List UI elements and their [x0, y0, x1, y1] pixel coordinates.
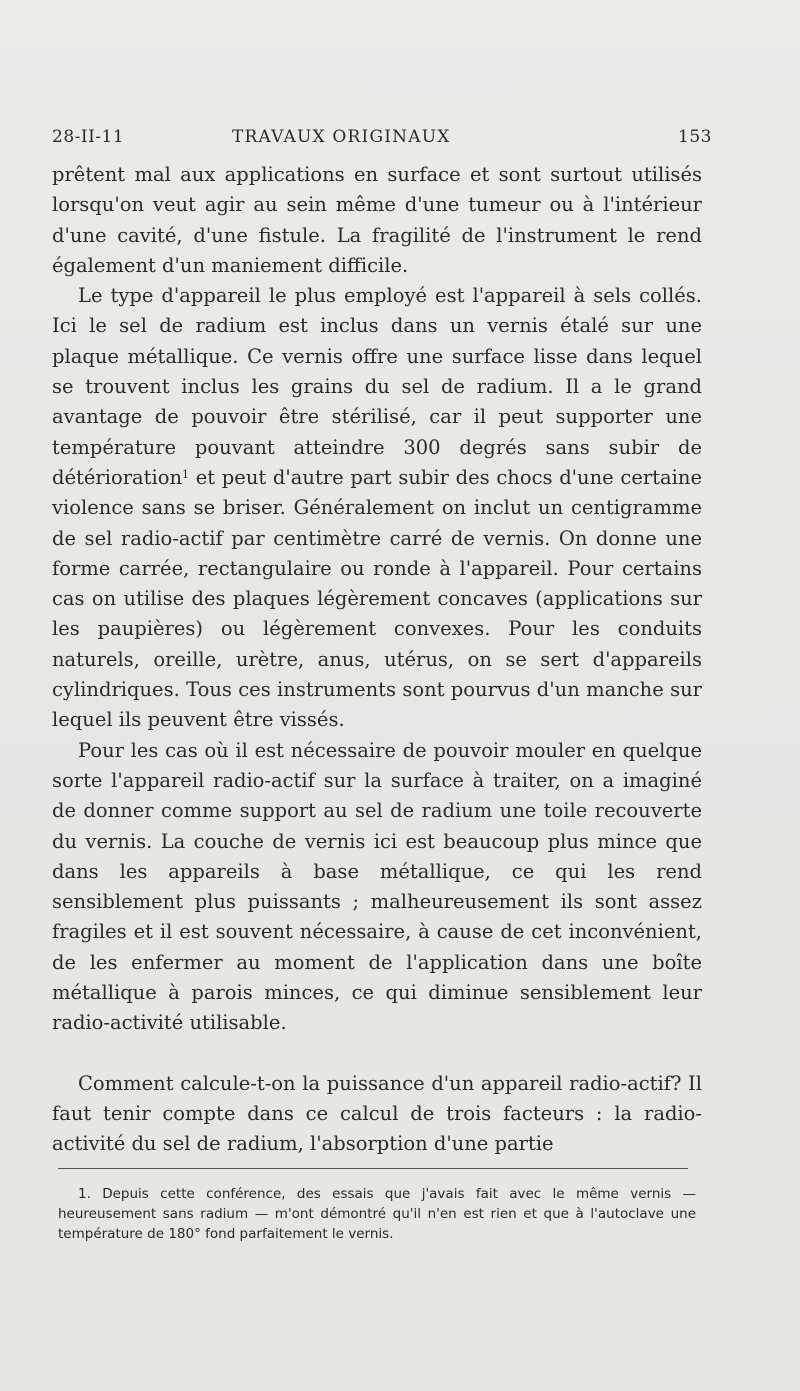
header-date: 28-II-11 [52, 127, 125, 147]
paragraph-2-part-b: et peut d'autre part subir des chocs d'une certaine violence sans se briser. Généralement on inclut un centigramme de sel radio-actif par centimètre carré de vernis. On donne une forme carrée, rectangulaire ou ronde à l'appareil. Pour certains cas on utilise des plaques légèrement concaves (applications sur les paupières) ou légèrement convexes. Pour les conduits naturels, oreille, urètre, anus, utérus, on se sert d'appareils cylindriques. Tous ces instruments sont pourvus d'un manche sur lequel ils peuvent être vissés. [52, 465, 702, 732]
paragraph-4: Comment calcule-t-on la puissance d'un appareil radio-actif? Il faut tenir compte dans ce calcul de trois facteurs : la radio-activité du sel de radium, l'absorption d'une partie [52, 1071, 702, 1156]
header-title: TRAVAUX ORIGINAUX [232, 127, 451, 147]
footnote-divider [58, 1168, 688, 1169]
footnote-reference[interactable]: 1 [182, 467, 190, 481]
paragraph-2-part-a: Le type d'appareil le plus employé est l'appareil à sels collés. Ici le sel de radium est inclus dans un vernis étalé sur une plaque métallique. Ce vernis offre une surface lisse dans lequel se trouvent inclus les grains du sel de radium. Il a le grand avantage de pouvoir être stérilisé, car il peut supporter une température pouvant atteindre 300 degrés sans subir de détérioration [52, 284, 702, 489]
paragraph-1: prêtent mal aux applications en surface et sont surtout utilisés lorsqu'on veut agir au sein même d'une tumeur ou à l'intérieur d'une cavité, d'une fistule. La fragilité de l'instrument le rend également d'un maniement difficile. [52, 163, 702, 277]
body-text [52, 160, 702, 1160]
paragraph-3: Pour les cas où il est nécessaire de pouvoir mouler en quelque sorte l'appareil radio-actif sur la surface à traiter, on a imaginé de donner comme support au sel de radium une toile recouverte du vernis. La couche de vernis ici est beaucoup plus mince que dans les appareils à base métallique, ce qui les rend sensiblement plus puissants ; malheureusement ils sont assez fragiles et il est souvent nécessaire, à cause de cet inconvénient, de les enfermer au moment de l'application dans une boîte métallique à parois minces, ce qui diminue sensiblement leur radio-activité utilisable. [52, 738, 702, 1035]
running-header [52, 127, 712, 155]
page-number: 153 [678, 127, 712, 147]
footnote: 1. Depuis cette conférence, des essais que j'avais fait avec le même vernis — heureusement sans radium — m'ont démontré qu'il n'en est rien et que à l'autoclave une température de 180° fond parfaitement le vernis. [58, 1186, 696, 1242]
paragraph-2 [52, 281, 702, 735]
